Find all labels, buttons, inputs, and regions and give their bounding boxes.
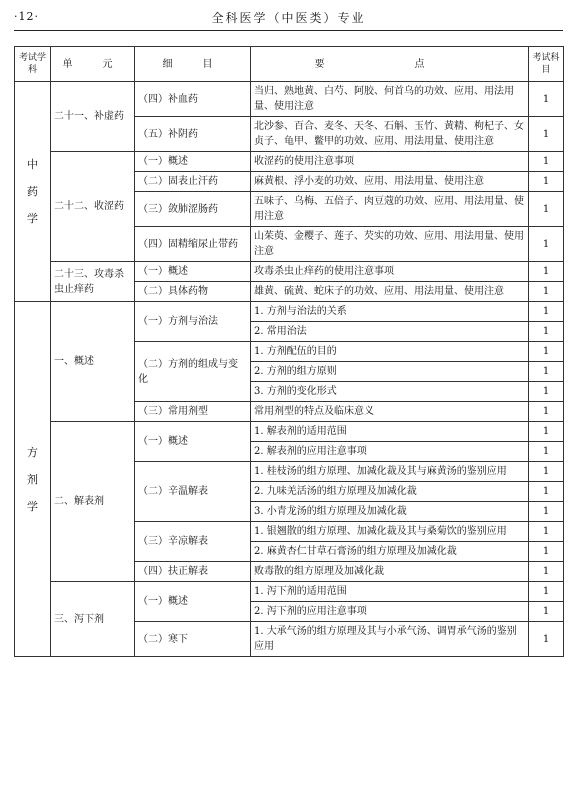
- level-cell: 1: [529, 302, 564, 322]
- subject-name-char: 方: [27, 445, 38, 459]
- detail-cell: （一）概述: [135, 582, 251, 622]
- detail-cell: （三）辛凉解表: [135, 522, 251, 562]
- level-cell: 1: [529, 502, 564, 522]
- table-row: [15, 422, 564, 442]
- level-cell: 1: [529, 282, 564, 302]
- unit-cell: 一、概述: [51, 302, 135, 422]
- point-cell: 五味子、乌梅、五倍子、肉豆蔻的功效、应用、用法用量、使用注意: [251, 192, 529, 227]
- subject-name-char: 药: [27, 185, 38, 198]
- unit-cell: 三、泻下剂: [51, 582, 135, 657]
- level-cell: 1: [529, 117, 564, 152]
- table-row: [15, 82, 564, 117]
- detail-cell: （三）敛肺涩肠药: [135, 192, 251, 227]
- level-cell: 1: [529, 622, 564, 657]
- detail-cell: （一）概述: [135, 422, 251, 462]
- level-cell: 1: [529, 602, 564, 622]
- detail-cell: （四）固精缩尿止带药: [135, 227, 251, 262]
- level-cell: 1: [529, 562, 564, 582]
- point-cell: 1. 解表剂的适用范围: [251, 422, 529, 442]
- point-cell: 1. 方剂配伍的目的: [251, 342, 529, 362]
- table-row: [15, 302, 564, 322]
- point-cell: 攻毒杀虫止痒药的使用注意事项: [251, 262, 529, 282]
- syllabus-body: [15, 82, 564, 657]
- table-row: [15, 152, 564, 172]
- page-header: [14, 6, 563, 31]
- point-cell: 北沙参、百合、麦冬、天冬、石斛、玉竹、黄精、枸杞子、女贞子、龟甲、鳖甲的功效、应用、用法用量、使用注意: [251, 117, 529, 152]
- point-cell: 1. 银翘散的组方原理、加减化裁及其与桑菊饮的鉴别应用: [251, 522, 529, 542]
- detail-cell: （一）概述: [135, 152, 251, 172]
- detail-cell: （三）常用剂型: [135, 402, 251, 422]
- point-cell: 2. 常用治法: [251, 322, 529, 342]
- level-cell: 1: [529, 262, 564, 282]
- subject-name-char: 剂: [27, 472, 38, 486]
- unit-cell: 二十一、补虚药: [51, 82, 135, 152]
- detail-cell: （四）扶正解表: [135, 562, 251, 582]
- point-cell: 1. 大承气汤的组方原理及其与小承气汤、调胃承气汤的鉴别应用: [251, 622, 529, 657]
- subject-cell: [15, 302, 51, 657]
- level-cell: 1: [529, 482, 564, 502]
- detail-cell: （一）方剂与治法: [135, 302, 251, 342]
- subject-cell: [15, 82, 51, 302]
- detail-cell: （二）方剂的组成与变化: [135, 342, 251, 402]
- unit-cell: 二十二、收涩药: [51, 152, 135, 262]
- point-cell: 3. 小青龙汤的组方原理及加减化裁: [251, 502, 529, 522]
- point-cell: 山茱萸、金樱子、莲子、芡实的功效、应用、用法用量、使用注意: [251, 227, 529, 262]
- level-cell: 1: [529, 82, 564, 117]
- level-cell: 1: [529, 442, 564, 462]
- level-cell: 1: [529, 342, 564, 362]
- level-cell: 1: [529, 172, 564, 192]
- point-cell: 3. 方剂的变化形式: [251, 382, 529, 402]
- detail-cell: （二）固表止汗药: [135, 172, 251, 192]
- level-cell: 1: [529, 522, 564, 542]
- unit-cell: 二十三、攻毒杀虫止痒药: [51, 262, 135, 302]
- column-header-level: 考试科目: [529, 47, 564, 82]
- point-cell: 败毒散的组方原理及加减化裁: [251, 562, 529, 582]
- point-cell: 2. 方剂的组方原则: [251, 362, 529, 382]
- level-cell: 1: [529, 362, 564, 382]
- detail-cell: （四）补血药: [135, 82, 251, 117]
- detail-cell: （二）寒下: [135, 622, 251, 657]
- point-cell: 2. 泻下剂的应用注意事项: [251, 602, 529, 622]
- level-cell: 1: [529, 462, 564, 482]
- subject-name-char: 学: [27, 212, 38, 225]
- detail-cell: （五）补阴药: [135, 117, 251, 152]
- table-row: [15, 262, 564, 282]
- syllabus-table: [14, 46, 564, 657]
- point-cell: 2. 九味羌活汤的组方原理及加减化裁: [251, 482, 529, 502]
- detail-cell: （二）具体药物: [135, 282, 251, 302]
- level-cell: 1: [529, 582, 564, 602]
- level-cell: 1: [529, 322, 564, 342]
- point-cell: 1. 方剂与治法的关系: [251, 302, 529, 322]
- page-number: ·12·: [14, 10, 39, 23]
- table-row: [15, 582, 564, 602]
- point-cell: 雄黄、硫黄、蛇床子的功效、应用、用法用量、使用注意: [251, 282, 529, 302]
- point-cell: 当归、熟地黄、白芍、阿胶、何首乌的功效、应用、用法用量、使用注意: [251, 82, 529, 117]
- level-cell: 1: [529, 542, 564, 562]
- level-cell: 1: [529, 382, 564, 402]
- level-cell: 1: [529, 227, 564, 262]
- unit-cell: 二、解表剂: [51, 422, 135, 582]
- table-header-row: [15, 47, 564, 82]
- level-cell: 1: [529, 402, 564, 422]
- subject-name-char: 学: [27, 499, 38, 513]
- column-header-subject: 考试学科: [15, 47, 51, 82]
- level-cell: 1: [529, 192, 564, 227]
- subject-name-char: 中: [27, 158, 38, 171]
- point-cell: 2. 麻黄杏仁甘草石膏汤的组方原理及加减化裁: [251, 542, 529, 562]
- column-header-points: 要 点: [251, 47, 529, 82]
- point-cell: 收涩药的使用注意事项: [251, 152, 529, 172]
- detail-cell: （一）概述: [135, 262, 251, 282]
- point-cell: 常用剂型的特点及临床意义: [251, 402, 529, 422]
- header-title: 全科医学（中医类）专业: [211, 11, 366, 25]
- column-header-unit: 单 元: [51, 47, 135, 82]
- column-header-detail: 细 目: [135, 47, 251, 82]
- point-cell: 2. 解表剂的应用注意事项: [251, 442, 529, 462]
- point-cell: 麻黄根、浮小麦的功效、应用、用法用量、使用注意: [251, 172, 529, 192]
- point-cell: 1. 泻下剂的适用范围: [251, 582, 529, 602]
- point-cell: 1. 桂枝汤的组方原理、加减化裁及其与麻黄汤的鉴别应用: [251, 462, 529, 482]
- level-cell: 1: [529, 152, 564, 172]
- level-cell: 1: [529, 422, 564, 442]
- detail-cell: （二）辛温解表: [135, 462, 251, 522]
